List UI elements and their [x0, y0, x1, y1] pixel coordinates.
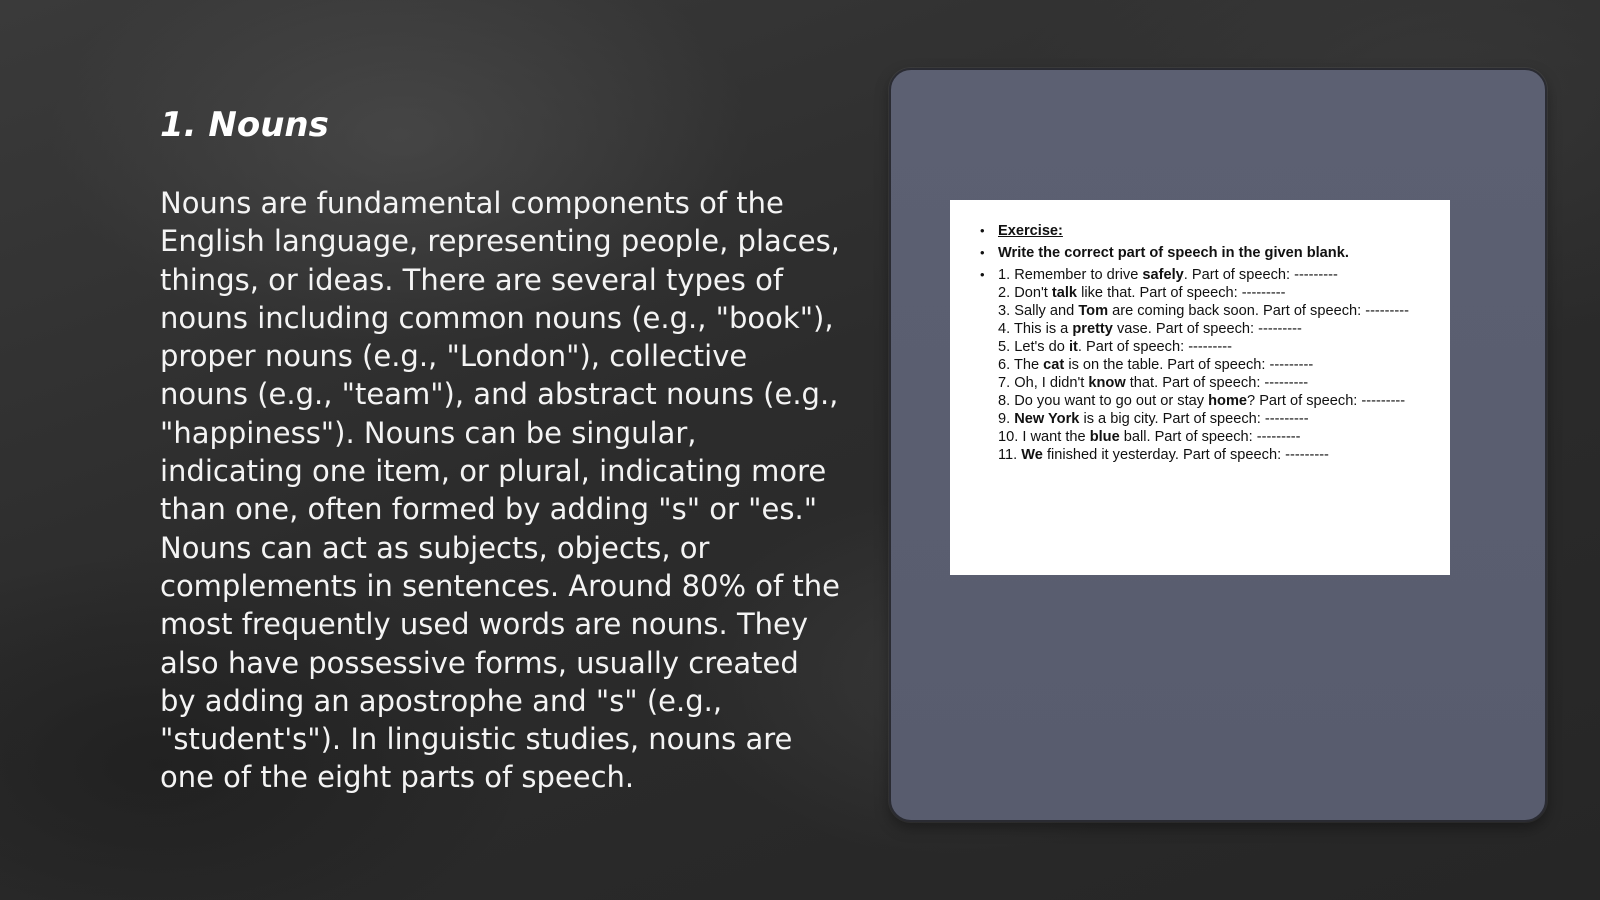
exercise-items-row	[978, 266, 1426, 464]
target-word: Tom	[1078, 303, 1109, 319]
exercise-item: 10. I want the blue ball. Part of speech: ---------	[998, 429, 1301, 445]
target-word: safely	[1142, 267, 1184, 283]
exercise-item: 7. Oh, I didn't know that. Part of speech: ---------	[998, 375, 1309, 391]
exercise-heading-row	[978, 222, 1426, 240]
exercise-image	[950, 200, 1450, 575]
target-word: cat	[1043, 357, 1065, 373]
bullet-icon: •	[980, 267, 985, 282]
exercise-instruction: Write the correct part of speech in the given blank.	[998, 245, 1349, 261]
target-word: We	[1021, 447, 1043, 463]
exercise-item: 11. We finished it yesterday. Part of speech: ---------	[998, 447, 1329, 463]
target-word: home	[1208, 393, 1248, 409]
exercise-instruction-row	[978, 244, 1426, 262]
slide-title: 1. Nouns	[160, 105, 329, 145]
target-word: blue	[1089, 429, 1120, 445]
exercise-item: 1. Remember to drive safely. Part of speech: ---------	[998, 267, 1338, 283]
target-word: pretty	[1072, 321, 1113, 337]
bullet-icon: •	[980, 223, 985, 238]
exercise-item: 4. This is a pretty vase. Part of speech: ---------	[998, 321, 1302, 337]
target-word: know	[1088, 375, 1126, 391]
bullet-icon: •	[980, 245, 985, 260]
exercise-heading: Exercise:	[998, 223, 1063, 239]
exercise-item-list	[998, 266, 1426, 464]
slide-body-text: Nouns are fundamental components of the English language, representing people, places, things, or ideas. There are several types of nouns including common nouns (e.g., "book"), proper nouns (e.g., "London"), collective nouns (e.g., "team"), and abstract nouns (e.g., "happiness"). Nouns can be singular, indicating one item, or plural, indicating more than one, often formed by adding "s" or "es." Nouns can act as subjects, objects, or complements in sentences. Around 80% of the most frequently used words are nouns. They also have possessive forms, usually created by adding an apostrophe and "s" (e.g., "student's"). In linguistic studies, nouns are one of the eight parts of speech.	[160, 186, 841, 795]
exercise-item: 3. Sally and Tom are coming back soon. Part of speech: ---------	[998, 303, 1409, 319]
exercise-item: 9. New York is a big city. Part of speech: ---------	[998, 411, 1309, 427]
exercise-item: 8. Do you want to go out or stay home? Part of speech: ---------	[998, 393, 1406, 409]
exercise-item: 5. Let's do it. Part of speech: ---------	[998, 339, 1232, 355]
target-word: it	[1068, 339, 1078, 355]
target-word: talk	[1051, 285, 1078, 301]
exercise-item: 2. Don't talk like that. Part of speech: ---------	[998, 285, 1286, 301]
target-word: New York	[1014, 411, 1080, 427]
exercise-item: 6. The cat is on the table. Part of speech: ---------	[998, 357, 1314, 373]
